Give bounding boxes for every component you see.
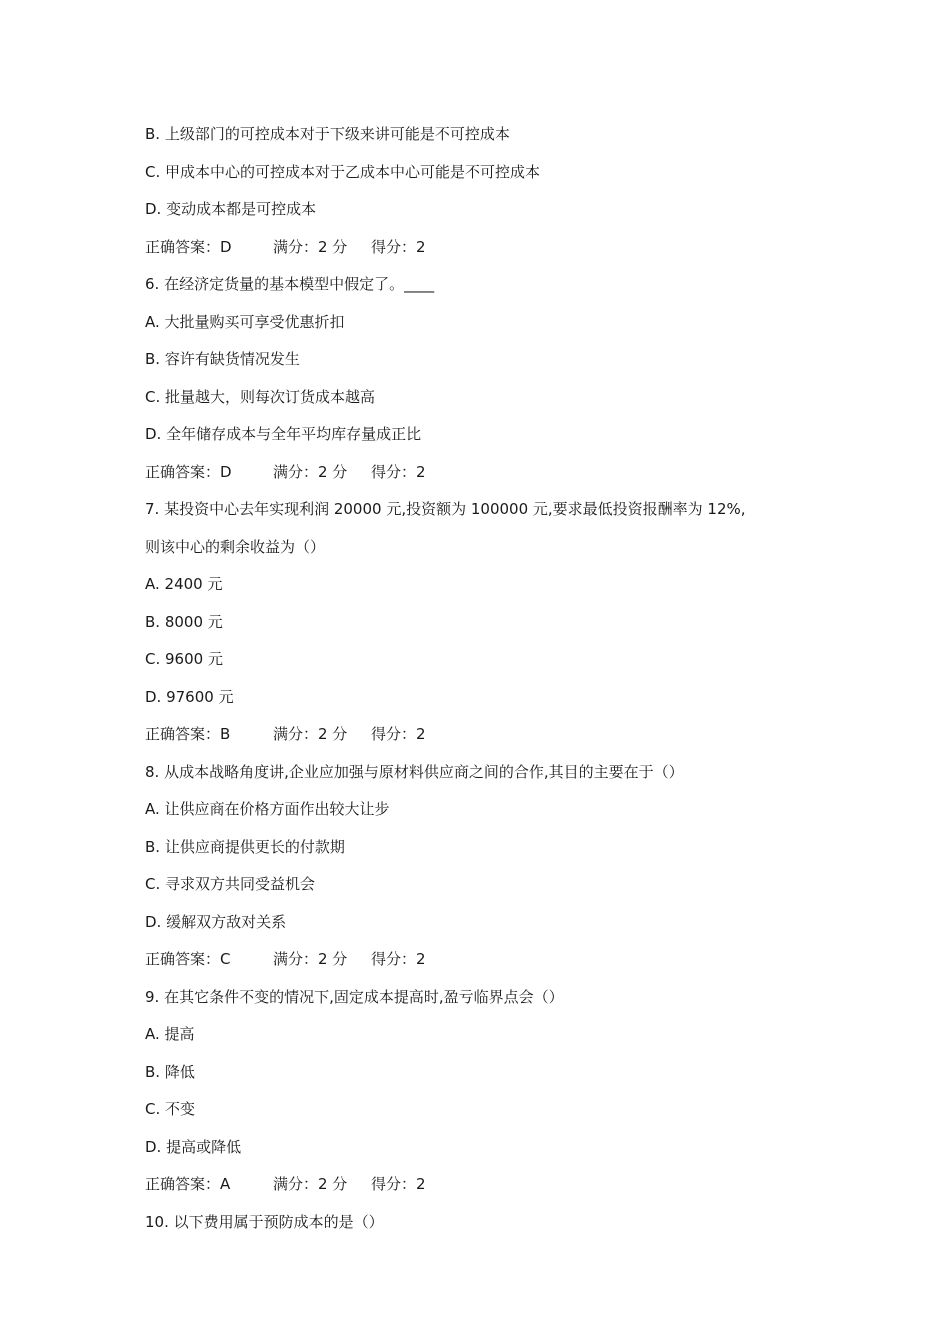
option-line: B. 8000 元: [145, 612, 223, 631]
answer-line: [145, 232, 825, 270]
option-line: C. 寻求双方共同受益机会: [145, 875, 316, 893]
option-line: B. 上级部门的可控成本对于下级来讲可能是不可控成本: [145, 125, 510, 143]
answer-line: [145, 1169, 825, 1207]
full-score: 满分：2 分: [273, 725, 348, 743]
option-line: C. 甲成本中心的可控成本对于乙成本中心可能是不可控成本: [145, 162, 541, 181]
option-line: A. 让供应商在价格方面作出较大让步: [145, 800, 390, 818]
answer-line: [145, 944, 825, 982]
option-line: B. 容许有缺货情况发生: [145, 350, 300, 368]
earned-score: 得分：2: [371, 725, 426, 743]
question-line: 6. 在经济定货量的基本模型中假定了。____: [145, 275, 435, 293]
option-line: A. 2400 元: [145, 575, 223, 593]
option-line: D. 缓解双方敌对关系: [145, 912, 287, 931]
correct-answer: 正确答案：D: [145, 237, 232, 256]
option-line: D. 提高或降低: [145, 1137, 242, 1156]
correct-answer: 正确答案：D: [145, 462, 232, 481]
question-line: 8. 从成本战略角度讲,企业应加强与原材料供应商之间的合作,其目的主要在于（）: [145, 762, 684, 781]
earned-score: 得分：2: [371, 237, 426, 256]
answer-line: [145, 457, 825, 495]
answer-line: [145, 719, 825, 757]
option-line: C. 不变: [145, 1100, 196, 1118]
option-line: B. 降低: [145, 1062, 195, 1081]
question-list: [145, 119, 825, 1244]
option-line: B. 让供应商提供更长的付款期: [145, 837, 345, 856]
question-line: 9. 在其它条件不变的情况下,固定成本提高时,盈亏临界点会（）: [145, 987, 564, 1006]
full-score: 满分：2 分: [273, 462, 348, 481]
option-line: C. 批量越大，则每次订货成本越高: [145, 387, 376, 406]
option-line: D. 全年储存成本与全年平均库存量成正比: [145, 425, 422, 443]
question-line: 则该中心的剩余收益为（）: [145, 537, 326, 556]
earned-score: 得分：2: [371, 462, 426, 481]
full-score: 满分：2 分: [273, 1175, 348, 1193]
option-line: A. 大批量购买可享受优惠折扣: [145, 312, 345, 331]
option-line: A. 提高: [145, 1025, 195, 1043]
full-score: 满分：2 分: [273, 950, 348, 968]
question-line: 10. 以下费用属于预防成本的是（）: [145, 1212, 384, 1231]
correct-answer: 正确答案：C: [145, 950, 231, 968]
earned-score: 得分：2: [371, 1175, 426, 1193]
question-line: 7. 某投资中心去年实现利润 20000 元,投资额为 100000 元,要求最低投资报酬率为 12%,: [145, 500, 746, 518]
earned-score: 得分：2: [371, 950, 426, 968]
option-line: C. 9600 元: [145, 650, 223, 668]
correct-answer: 正确答案：A: [145, 1175, 231, 1193]
option-line: D. 变动成本都是可控成本: [145, 200, 317, 218]
option-line: D. 97600 元: [145, 687, 234, 706]
correct-answer: 正确答案：B: [145, 725, 231, 743]
full-score: 满分：2 分: [273, 237, 348, 256]
